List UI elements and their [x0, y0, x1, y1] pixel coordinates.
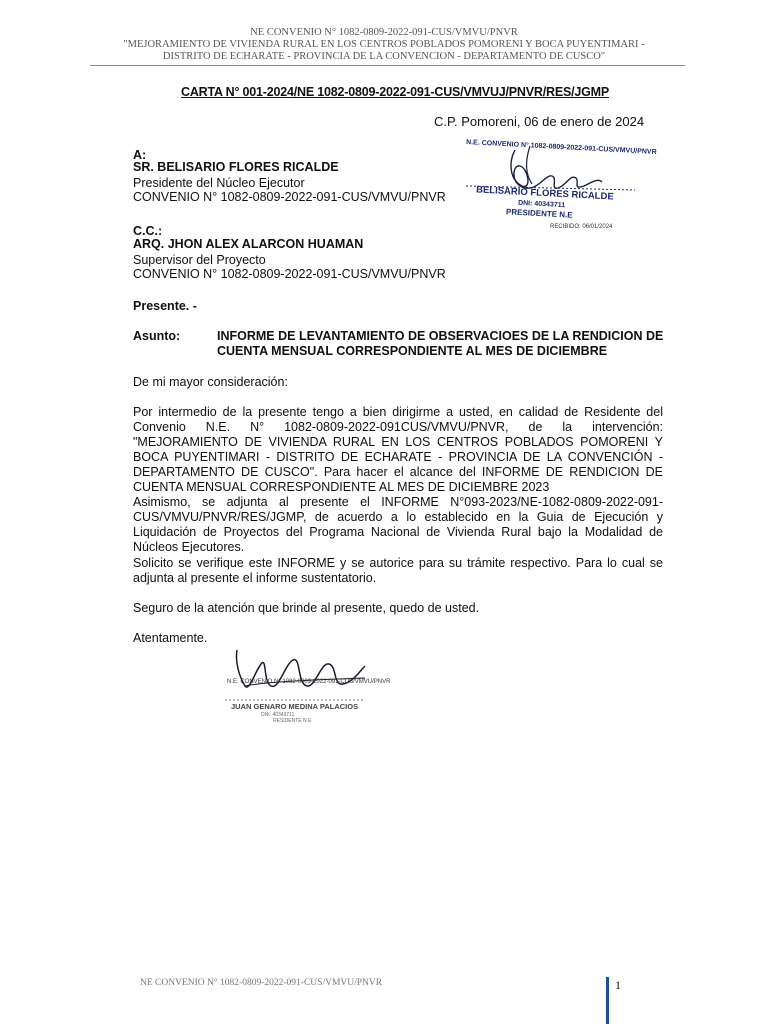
letter-title: CARTA N° 001-2024/NE 1082-0809-2022-091-CUS/VMVUJ/PNVR/RES/JGMP [181, 85, 609, 99]
letter-date: C.P. Pomoreni, 06 de enero de 2024 [434, 114, 645, 129]
president-stamp-top: N.E. CONVENIO N° 1082-0809-2022-091-CUS/VMVU/PNVR [465, 139, 657, 156]
paragraph-3: Solicito se verifique este INFORME y se autorice para su trámite respectivo. Para lo cual se adjunta al presente el informe sustentatorio. [133, 556, 663, 585]
president-stamp-dni: DNI: 40343711 [517, 199, 566, 210]
header-line-2: "MEJORAMIENTO DE VIVIENDA RURAL EN LOS CENTROS POBLADOS POMORENI Y BOCA PUYENTIMARI - [123, 39, 645, 50]
to-name: SR. BELISARIO FLORES RICALDE [133, 160, 339, 174]
page-number: 1 [615, 978, 621, 992]
asunto-line-2: CUENTA MENSUAL CORRESPONDIENTE AL MES DE DICIEMBRE [217, 344, 608, 358]
header-line-1: NE CONVENIO N° 1082-0809-2022-091-CUS/VMVU/PNVR [250, 27, 518, 38]
paragraph-1: Por intermedio de la presente tengo a bien dirigirme a usted, en calidad de Residente del Convenio N.E. N° 1082-0809-2022-091CUS/VMVU/PNVR, de la intervención: "MEJORAMIENTO DE VIVIENDA RURAL EN LOS CENTROS POBLADOS POMORENI Y BOCA PUYENTIMARI - DISTRITO DE ECHARATE - PROVINCIA DE LA CONVENCIÓN - DEPARTAMENTO DE CUSCO". Para hacer el alcance del INFORME DE RENDICION DE CUENTA MENSUAL CORRESPONDIENTE AL MES DE DICIEMBRE 2023 [133, 405, 663, 494]
cc-role: Supervisor del Proyecto [133, 253, 266, 267]
resident-stamp-top: N.E. CONVENIO N° 1082-0809-2022-091-CUS/VMVU/PNVR [227, 679, 391, 685]
cc-convenio: CONVENIO N° 1082-0809-2022-091-CUS/VMVU/PNVR [133, 267, 446, 281]
paragraph-4: Seguro de la atención que brinde al presente, quedo de usted. [133, 601, 480, 615]
asunto-line-1: INFORME DE LEVANTAMIENTO DE OBSERVACIOES DE LA RENDICION DE [217, 329, 664, 343]
asunto-label: Asunto: [133, 329, 181, 343]
footer-text: NE CONVENIO N° 1082-0809-2022-091-CUS/VMVU/PNVR [140, 978, 383, 988]
page-number-bar [606, 977, 609, 1024]
to-convenio: CONVENIO N° 1082-0809-2022-091-CUS/VMVU/PNVR [133, 190, 446, 204]
resident-stamp-name: JUAN GENARO MEDINA PALACIOS [231, 702, 359, 711]
resident-stamp-line3: RESIDENTE N.E [273, 718, 312, 724]
president-stamp-role: PRESIDENTE N.E [505, 207, 573, 220]
president-stamp [460, 138, 657, 238]
resident-stamp [215, 642, 391, 732]
resident-stamp-line2: DNI: 40343711 [261, 712, 295, 718]
presente-line: Presente. - [133, 299, 197, 313]
to-role: Presidente del Núcleo Ejecutor [133, 176, 305, 190]
paragraph-2: Asimismo, se adjunta al presente el INFORME N°093-2023/NE-1082-0809-2022-091-CUS/VMVU/PNVR/RES/JGMP, de acuerdo a lo establecido en la Guia de Ejecución y Liquidación de Proyectos del Programa Nacional de Vivienda Rural bajo la Modalidad de Núcleos Ejecutores. [133, 495, 663, 554]
to-label: A: [133, 148, 147, 162]
greeting: De mi mayor consideración: [133, 375, 288, 389]
header-divider [90, 65, 685, 66]
cc-name: ARQ. JHON ALEX ALARCON HUAMAN [133, 237, 364, 251]
president-stamp-name: BELISARIO FLORES RICALDE [475, 184, 614, 203]
closing: Atentamente. [133, 631, 208, 645]
header-line-3: DISTRITO DE ECHARATE - PROVINCIA DE LA CONVENCION - DEPARTAMENTO DE CUSCO" [162, 51, 606, 62]
cc-label: C.C.: [133, 224, 163, 238]
president-received-note: RECIBIDO: 06/01/2024 [550, 224, 613, 230]
